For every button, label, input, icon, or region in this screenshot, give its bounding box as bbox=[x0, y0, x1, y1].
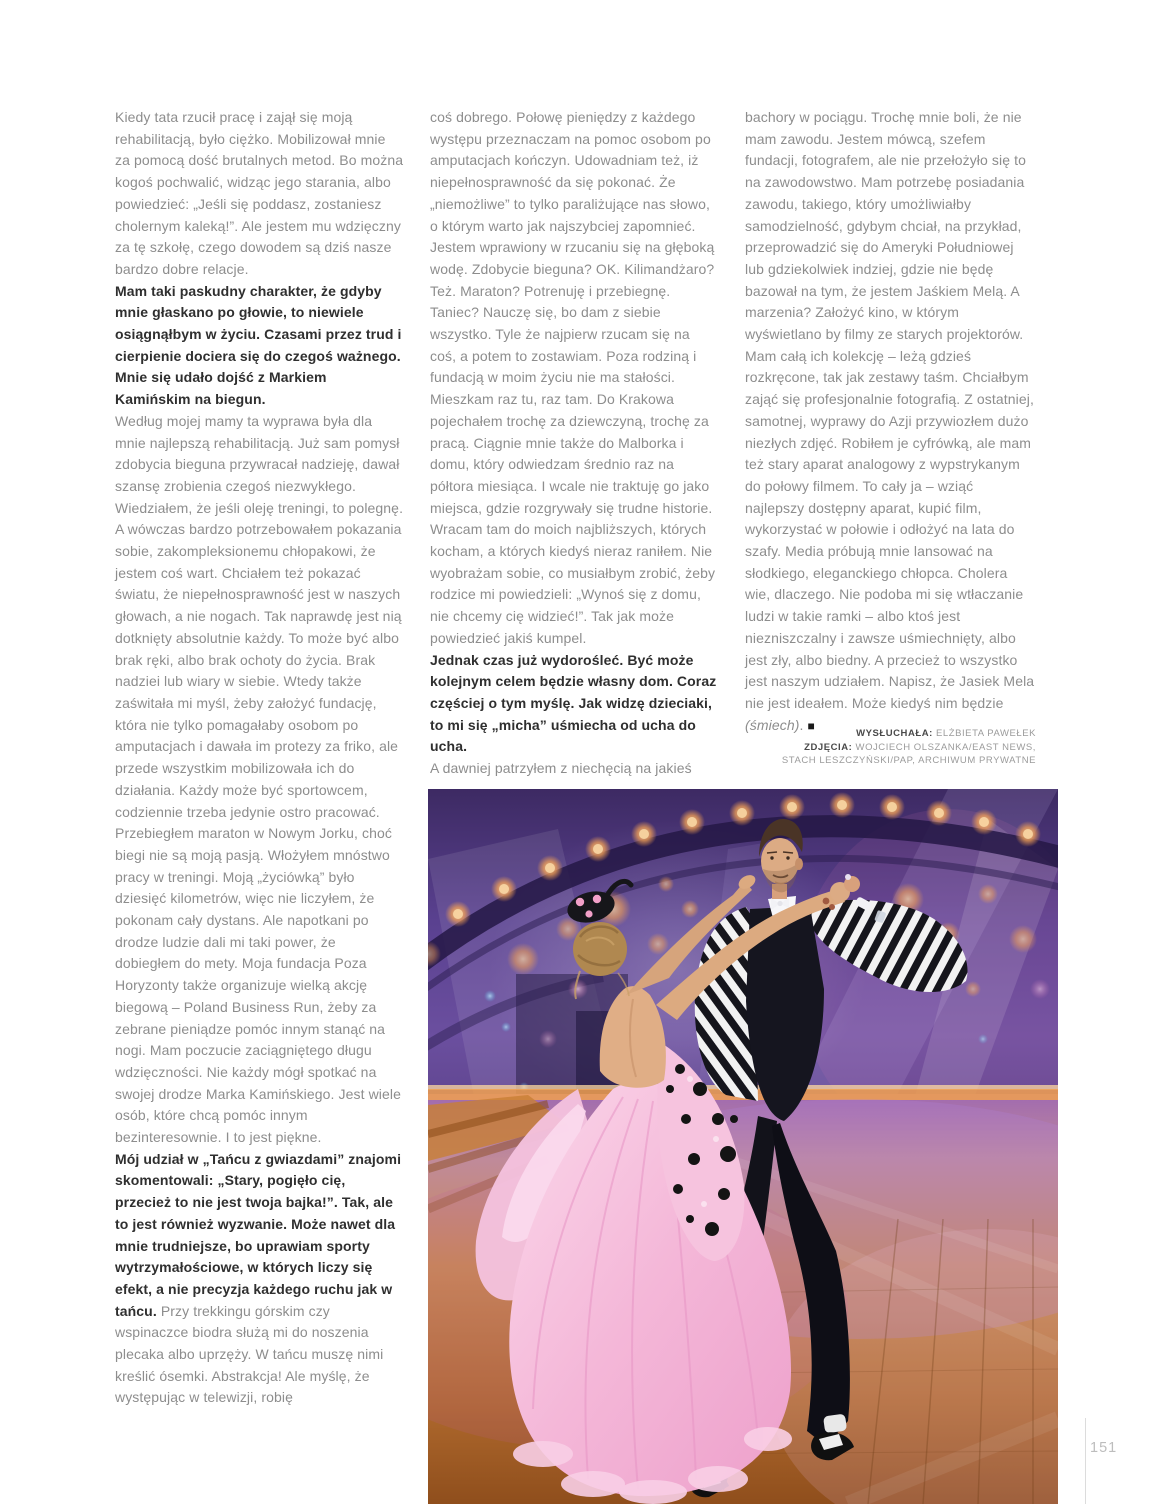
paragraph bbox=[430, 107, 719, 650]
text-run: A dawniej patrzyłem z niechęcią na jakieś bbox=[430, 760, 692, 777]
text-run: (śmiech) bbox=[745, 716, 800, 733]
paragraph bbox=[115, 107, 404, 281]
credits-line bbox=[695, 754, 1036, 768]
paragraph bbox=[430, 758, 719, 780]
credits-value: WOJCIECH OLSZANKA/EAST NEWS, bbox=[852, 741, 1036, 753]
article-column-1 bbox=[115, 107, 404, 1409]
article-column-3 bbox=[745, 107, 1036, 737]
paragraph bbox=[115, 411, 404, 1149]
text-run: ■ bbox=[807, 718, 815, 733]
paragraph bbox=[430, 650, 719, 759]
stage-photo-art bbox=[428, 789, 1058, 1504]
paragraph bbox=[115, 281, 404, 411]
paragraph bbox=[745, 107, 1036, 737]
credits-line bbox=[695, 741, 1036, 755]
text-run: Mam taki paskudny charakter, że gdyby mnie głaskano po głowie, to niewiele osiągnąłbym w życiu. Czasami przez trud i cierpienie dociera się do czegoś ważnego. Mnie się udało dojść z Markiem Kamińskim na biegun. bbox=[115, 282, 402, 408]
credits-line bbox=[695, 727, 1036, 741]
stage-photo bbox=[428, 789, 1058, 1504]
text-run: . bbox=[799, 716, 808, 733]
text-run: Według mojej mamy ta wyprawa była dla mnie najlepszą rehabilitacją. Już sam pomysł zdobycia bieguna przywracał nadzieję, dawał szansę zrobienia czegoś niezwykłego. Wiedziałem, że jeśli oleję treningi, to polegnę. A wówczas bardzo potrzebowałem pokazania sobie, zakompleksionemu chłopakowi, że jestem coś wart. Chciałem też pokazać światu, że niepełnosprawność jest w naszych głowach, a nie nogach. Tak naprawdę jest nią dotknięty absolutnie każdy. To może być albo brak ręki, albo brak ochoty do życia. Brak nadziei lub wiary w siebie. Wtedy także zaświtała mi myśl, żeby założyć fundację, która nie tylko pomagałaby osobom po amputacjach i dawała im protezy za friko, ale przede wszystkim mobilizowała ich do działania. Każdy może być sportowcem, codziennie trzeba jedynie ostro pracować. Przebiegłem maraton w Nowym Jorku, choć biegi nie są moją pasją. Włożyłem mnóstwo pracy w treningi. Moją „życiówką” było dziesięć kilometrów, więc nie liczyłem, że pokonam cały dystans. Ale napotkani po drodze ludzie dali mi taki power, że dobiegłem do mety. Moja fundacja Poza Horyzonty także organizuje wielką akcję biegową – Poland Business Run, żeby za zebrane pieniądze pomóc innym stanąć na nogi. Mam poczucie zaciągniętego długu wdzięczności. Nie każdy mógł spotkać na swojej drodze Marka Kamińskiego. Jest wiele osób, które chcą pomóc innym bezinteresownie. I to jest piękne. bbox=[115, 412, 404, 1146]
text-run: Jednak czas już wydorośleć. Być może kolejnym celem będzie własny dom. Coraz częściej o tym myślę. Jak widzę dzieciaki, to mi się „micha” uśmiecha od ucha do ucha. bbox=[430, 651, 717, 755]
page-number-rule bbox=[1085, 1418, 1086, 1504]
text-run: coś dobrego. Połowę pieniędzy z każdego występu przeznaczam na pomoc osobom po amputacjach kończyn. Udowadniam też, iż niepełnosprawność da się pokonać. Że „niemożliwe” to tylko paraliżujące nas słowo, o którym warto jak najszybciej zapomnieć. Jestem wprawiony w rzucaniu się na głęboką wodę. Zdobycie bieguna? OK. Kilimandżaro? Też. Maraton? Potrenuję i przebiegnę. Taniec? Nauczę się, bo dam z siebie wszystko. Tyle że najpierw rzucam się na coś, a potem to zostawiam. Poza rodziną i fundacją w moim życiu nie ma stałości. Mieszkam raz tu, raz tam. Do Krakowa pojechałem trochę za dziewczyną, trochę za pracą. Ciągnie mnie także do Malborka i domu, który odwiedzam średnio raz na półtora miesiąca. I wcale nie traktuję go jako miejsca, gdzie rozgrywały się trudne historie. Wracam tam do moich najbliższych, których kocham, a których kiedyś nieraz raniłem. Nie wyobrażam sobie, co musiałbym zrobić, żeby rodzice mi powiedzieli: „Wynoś się z domu, nie chcemy cię widzieć!”. Tak jak może powiedzieć jakiś kumpel. bbox=[430, 109, 716, 646]
credits bbox=[695, 727, 1036, 768]
article-column-2 bbox=[430, 107, 719, 780]
text-run: Mój udział w „Tańcu z gwiazdami” znajomi skomentowali: „Stary, pogięło cię, przecież to nie jest twoja bajka!”. Tak, ale to jest również wyzwanie. Może nawet dla mnie trudniejsze, bo uprawiam sporty wytrzymałościowe, w których liczy się efekt, a nie precyzja każdego ruchu jak w tańcu. bbox=[115, 1150, 402, 1319]
credits-value: STACH LESZCZYŃSKI/PAP, ARCHIWUM PRYWATNE bbox=[781, 755, 1036, 766]
text-run: bachory w pociągu. Trochę mnie boli, że nie mam zawodu. Jestem mówcą, szefem fundacji, fotografem, ale nie przełożyło się to na zawodowstwo. Mam potrzebę posiadania zawodu, takiego, który umożliwiałby samodzielność, gdybym chciał, na przykład, przeprowadzić się do Ameryki Południowej lub gdziekolwiek indziej, gdzie nie będę bazował na tym, że jestem Jaśkiem Melą. A marzenia? Założyć kino, w którym wyświetlano by filmy ze starych projektorów. Mam całą ich kolekcję – leżą gdzieś rozkręcone, tak jak zestawy taśm. Chciałbym zająć się profesjonalnie fotografią. Z ostatniej, samotnej, wyprawy do Azji przywiozłem dużo niezłych zdjęć. Robiłem je cyfrówką, ale mam też stary aparat analogowy z wypstrykanym do połowy filmem. To cały ja – wziąć najlepszy dostępny aparat, kupić film, wykorzystać w połowie i odłożyć na lata do szafy. Media próbują mnie lansować na słodkiego, eleganckiego chłopca. Cholera wie, dlaczego. Nie podoba mi się wtłaczanie ludzi w takie ramki – albo ktoś jest niezniszczalny i zawsze uśmiechnięty, albo jest zły, albo biedny. A przecież to wszystko jest naszym udziałem. Napisz, że Jasiek Mela nie jest ideałem. Może kiedyś nim będzie bbox=[745, 109, 1035, 711]
credits-value: ELŻBIETA PAWEŁEK bbox=[932, 728, 1036, 739]
page-number: 151 bbox=[1090, 1440, 1118, 1456]
text-run: Kiedy tata rzucił pracę i zajął się moją rehabilitacją, było ciężko. Mobilizował mnie za pomocą dość brutalnych metod. Bo można kogoś pochwalić, widząc jego starania, albo powiedzieć: „Jeśli się poddasz, zostaniesz cholernym kaleką!”. Ale jestem mu wdzięczny za tę szkołę, czego dowodem są dziś nasze bardzo dobre relacje. bbox=[115, 109, 404, 277]
paragraph bbox=[115, 1149, 404, 1409]
credits-label: ZDJĘCIA: bbox=[804, 741, 853, 753]
credits-label: WYSŁUCHAŁA: bbox=[856, 728, 933, 739]
text-run: Przy trekkingu górskim czy wspinaczce biodra służą mi do noszenia plecaka albo uprzęży. W tańcu muszę nimi kreślić ósemki. Abstrakcja! Ale myślę, że występując w telewizji, robię bbox=[115, 1302, 384, 1406]
